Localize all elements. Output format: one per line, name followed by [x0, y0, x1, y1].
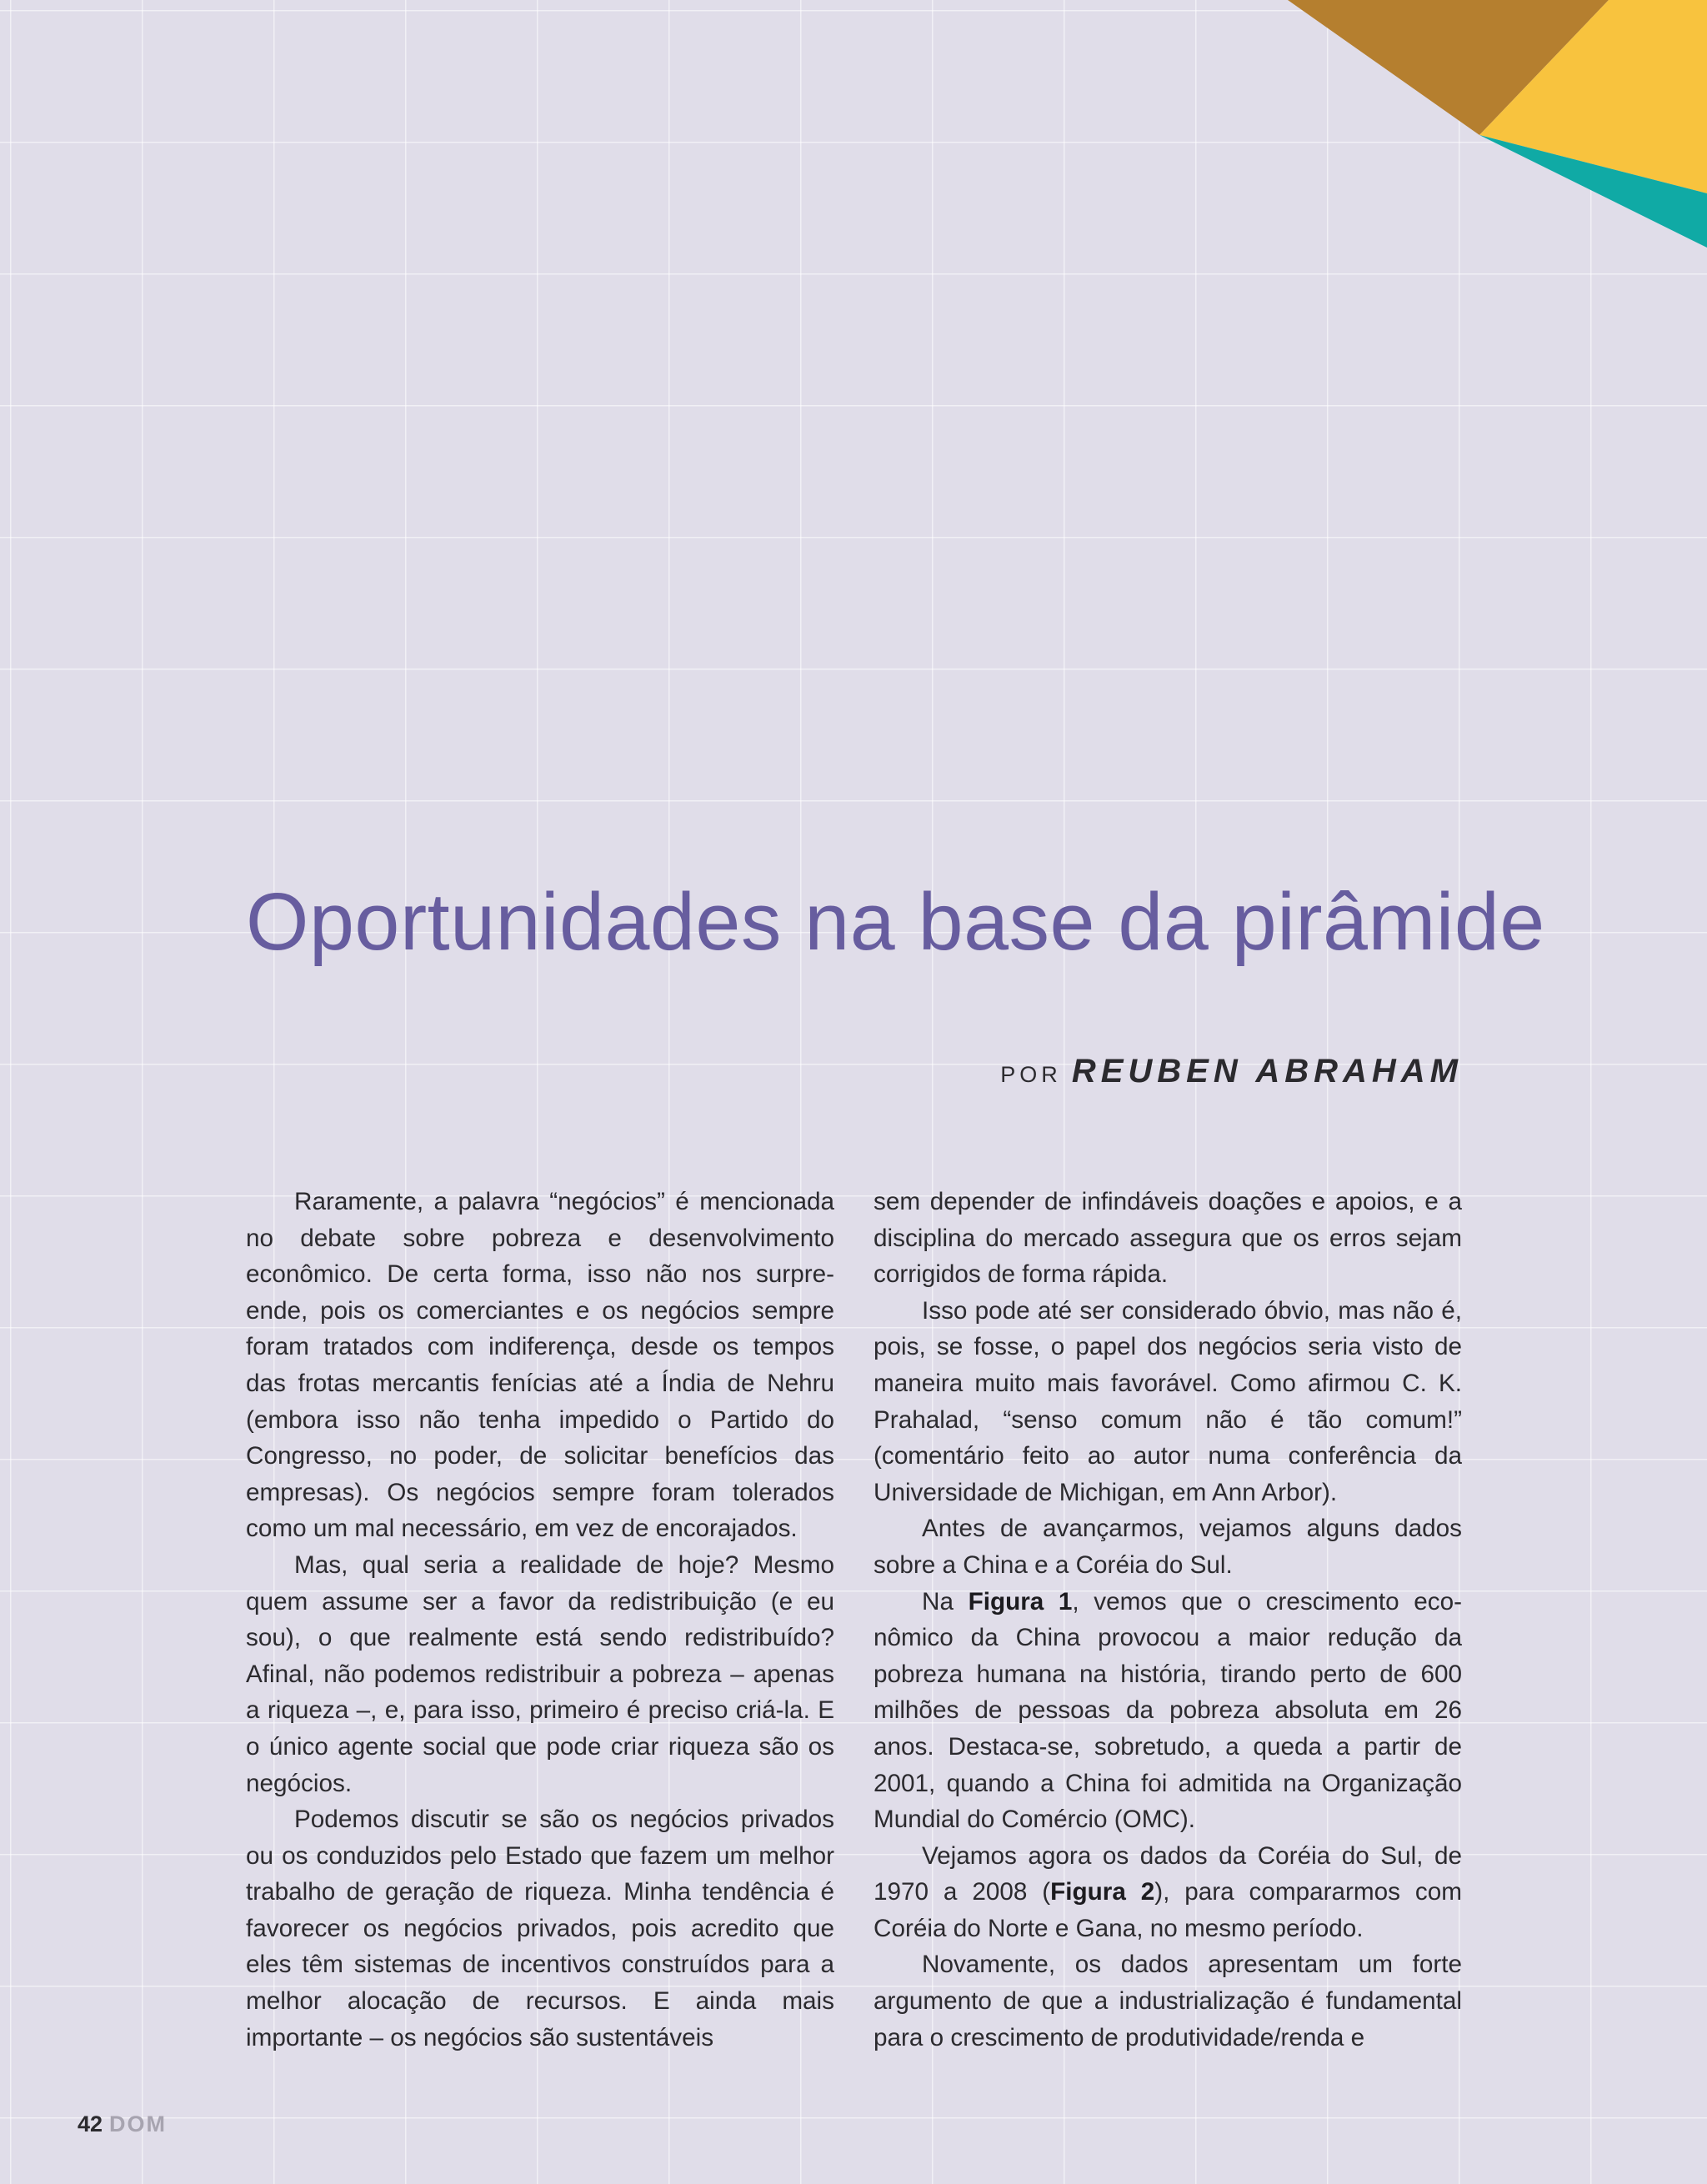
body-paragraph: Podemos discutir se são os negócios privados ou os conduzidos pelo Estado que fazem um melhor trabalho de geração de riqueza. Minha tendência é favorecer os negócios privados, pois acredito que eles têm sistemas de incentivos construídos para a melhor alocação de recursos. E ainda mais importante – os negócios são sustentáveis: [246, 1806, 834, 2051]
body-paragraph: Mas, qual seria a realidade de hoje? Mesmo quem assume ser a favor da redistribuição (e eu sou), o que realmente está sendo redistribuído? Afinal, não podemos redistribuir a pobreza – apenas a riqueza –, e, para isso, primeiro é preciso criá-la. E o único agente social que pode criar riqueza são os negócios.: [246, 1550, 834, 1797]
page-number: 42: [78, 2111, 103, 2136]
page-footer: [78, 2111, 167, 2137]
byline-prefix: POR: [1000, 1062, 1062, 1087]
body-paragraph: Isso pode até ser considerado óbvio, mas não é, pois, se fosse, o papel dos negócios seria visto de maneira muito mais favorável. Como afirmou C. K. Prahalad, “senso comum não é tão comum!” (comentário feito ao autor numa conferência da Universidade de Michigan, em Ann Arbor).: [874, 1296, 1462, 1506]
body-paragraph: [874, 1584, 1462, 1838]
magazine-name: DOM: [109, 2111, 168, 2136]
paragraph-text: , vemos que o crescimento econômico da China provocou a maior redução da pobreza humana na história, tirando perto de 600 milhões de pessoas da pobreza absoluta em 26 anos. Destaca-se, sobretudo, a queda a partir de 2001, quando a China foi admitida na Organização Mundial do Comércio (OMC).: [874, 1587, 1462, 1834]
byline: [1000, 1053, 1463, 1090]
paragraph-text: Na: [922, 1587, 969, 1615]
body-paragraph: Novamente, os dados apresentam um forte argumento de que a industrialização é fundamental para o crescimento de produtividade/renda e: [874, 1951, 1462, 2051]
figure-reference: Figura 2: [1050, 1878, 1155, 1906]
paragraph-text: ), para compararmos com Coréia do Norte e Gana, no mesmo período.: [874, 1878, 1462, 1942]
body-column-right: [874, 1184, 1462, 2056]
body-paragraph: Antes de avançarmos, vejamos alguns dados sobre a China e a Coréia do Sul.: [874, 1515, 1462, 1579]
article-title: Oportunidades na base da pirâmide: [246, 876, 1545, 967]
body-paragraph: Raramente, a palavra “negócios” é mencionada no debate sobre pobreza e desenvolvimento econômico. De certa forma, isso não nos surpreende, pois os comerciantes e os negócios sempre foram tratados com indiferença, desde os tempos das frotas mercantis fenícias até a Índia de Nehru (embora isso não tenha impedido o Partido do Congresso, no poder, de solicitar benefícios das empresas). Os negócios sempre foram tolerados como um mal necessário, em vez de encorajados.: [246, 1188, 834, 1543]
body-column-left: [246, 1184, 834, 2056]
body-paragraph-continued: sem depender de infindáveis doações e apoios, e a disciplina do mercado assegura que os erros sejam corrigidos de forma rápida.: [874, 1188, 1462, 1289]
body-paragraph: [874, 1838, 1462, 1947]
paragraph-text: Vejamos agora os dados da Coréia do Sul, de 1970 a 2008 (: [874, 1841, 1462, 1906]
author-name: REUBEN ABRAHAM: [1071, 1053, 1463, 1089]
figure-reference: Figura 1: [968, 1587, 1073, 1615]
corner-decoration: [0, 0, 1707, 267]
